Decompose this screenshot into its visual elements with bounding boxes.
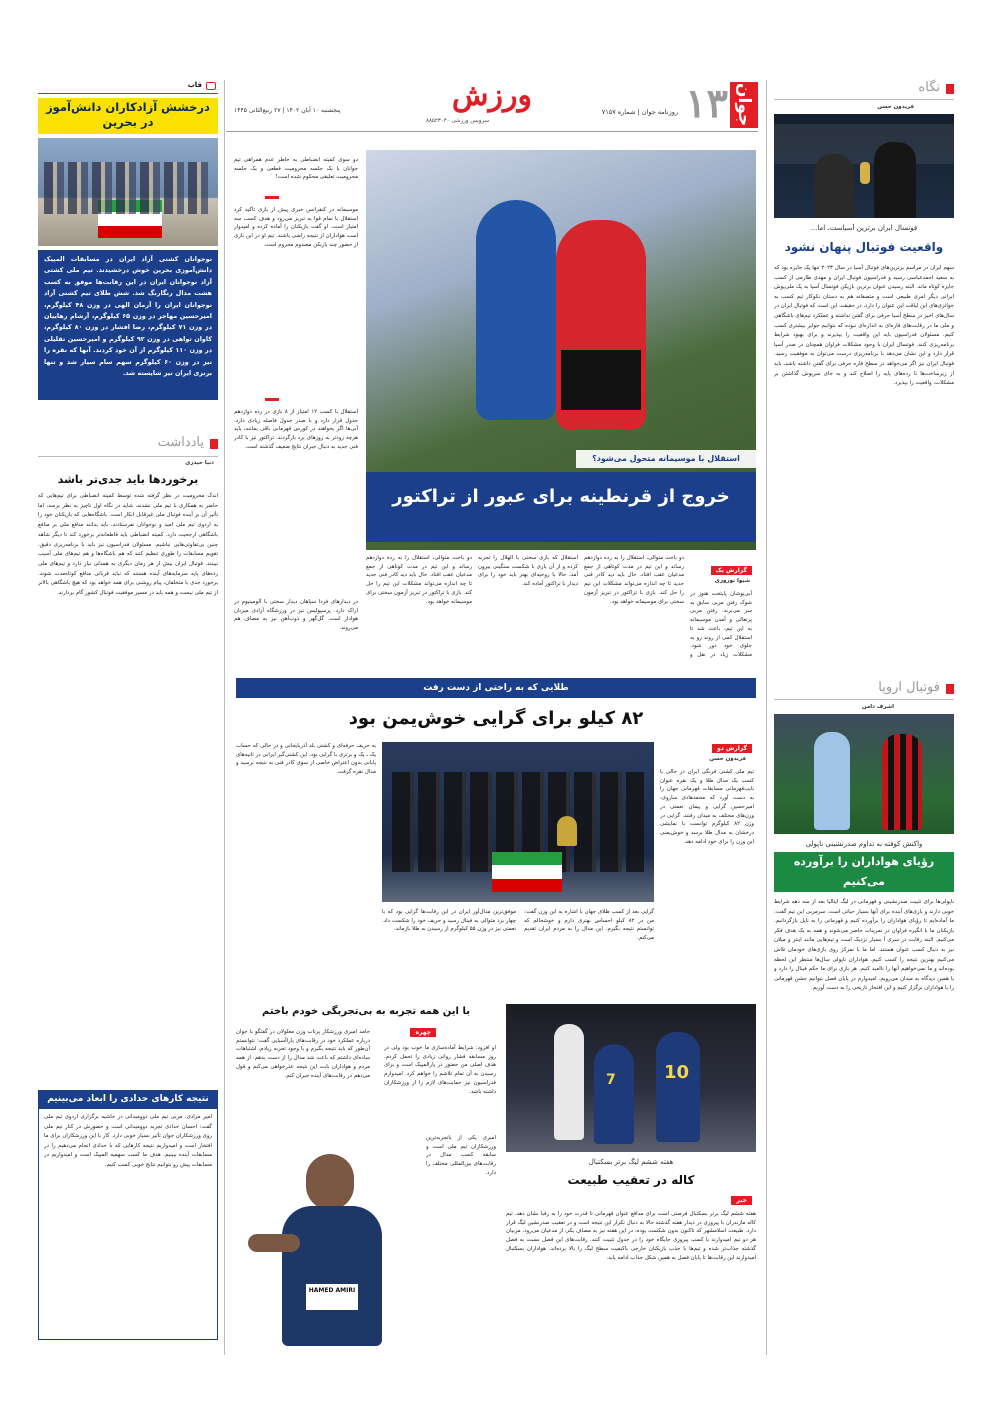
date-line: پنجشنبه ۱۰ آبان ۱۴۰۲ | ۲۷ ربیع‌الثانی ۱۴۴۵: [234, 107, 341, 114]
athlete-torso: [282, 1206, 382, 1346]
note-marker: [210, 439, 218, 449]
award-photo: [774, 114, 954, 218]
basketball-kicker: هفته ششم لیگ برتر بسکتبال: [588, 1158, 674, 1166]
kicker-strip: [576, 450, 756, 468]
player-a: [656, 1032, 700, 1142]
europe-body: ناپولی‌ها برای تثبیت صدرنشینی و قهرمانی در لیگ ایتالیا بعد از سه دهه شرایط خوبی دارند و بازی‌های آینده برای آنها بسیار حیاتی است. سرمربی این تیم گفت: ما آماده‌ایم تا رؤیای هواداران را برآورده کنیم و قهرمانی را به ناپل بازگردانیم. بازیکنان ما با انگیزه فراوان در تمرینات حاضر می‌شوند و همه به یک هدف فکر می‌کنیم. البته رقابت در سری آ بسیار نزدیک است و تیم‌هایی مانند اینتر و میلان نیز به دنبال کسب عنوان هستند. اما ما با تمرکز روی بازی‌های خودمان تلاش می‌کنیم بهترین نتیجه را کسب کنیم. هواداران ناپولی سال‌ها منتظر این لحظه بوده‌اند و ما نمی‌خواهیم آنها را ناامید کنیم. هر بازی برای ما حکم فینال را دارد و با همین دیدگاه به میدان می‌رویم. امیدوارم در پایان فصل بتوانیم جشن قهرمانی را با هواداران برگزار کنیم و این افتخار تاریخی را به دست آوریم.: [774, 899, 954, 992]
page-number: ۱۳: [685, 80, 728, 127]
view-body: سهم ایران در مراسم برترین‌های فوتبال آسیا در سال ۲۰۲۳ تنها یک جایزه بود که به سعید احمدعباسی رسید و فدراسیون فوتبال ایران و مهدی طارمی از کسب جایزه کوتاه ماند. البته رسیدن عنوان برترین بازیکن فوتسال آسیا به یک ملی‌پوش ایرانی دیگر امری طبیعی است و متصفانه هم به دستان نکوکار تیم کسب به جوائزی‌های این لیاقت این عنوان را دارد، در حقیقت این است که فوتبال ایران در سال‌های اخیر در سطح آسیا حرفی برای گفتن نداشته و عملکرد تیم‌های باشگاهی و ملی ما در رقابت‌های قاره‌ای به اندازه‌ای نبوده که بتوانیم جوایز بیشتری کسب کنیم. مسئولان فدراسیون باید این واقعیت را بپذیرند و برای بهبود شرایط برنامه‌ریزی کنند. فوتسال ایران با وجود مشکلات فراوان همچنان در صدر آسیا قرار دارد و این نشان می‌دهد با برنامه‌ریزی درست می‌توان به موفقیت رسید. فوتبال ایران نیز اگر می‌خواهد در سطح قاره حرفی برای گفتن داشته باشد، باید از زیرساخت‌ها تا رده‌های پایه را اصلاح کند و به جای سرپوش گذاشتن بر مشکلات، واقعیت را بپذیرد.: [774, 265, 954, 387]
note-header: [38, 435, 218, 457]
wrestling-col-d: به حریف حرفه‌ای و کشتی بلد آذربایجانی و در حالی که حساب یک ـ یک و برتری با گرایی بود، این کشتی‌گیر ایرانی در ثانیه‌های پایانی بدون اعتراض خاصی از سوی کادر فنی به نتیجه نرسید و مدال نقره گرفت.: [236, 743, 376, 776]
athlete-photo: [236, 1144, 422, 1364]
europe-author: اشرف دامن: [861, 704, 894, 710]
football-photo: [366, 150, 756, 550]
wrestling-col-a: تیم ملی کشتی فرنگی ایران در حالی با کسب یک مدال طلا و یک نقره عنوان نایب‌قهرمانی مسابقات قهرمانی جهان را به دست آورد که محمدهادی ساروی، امیرحسین گرایی و پیمان نعمتی در وزن‌های مختلف به میدان رفتند. گرایی در وزن ۸۲ کیلوگرم توانست با نمایشی درخشان به مدال طلا برسد و خوش‌یمنی این وزن را برای خود ادامه دهد.: [660, 769, 754, 845]
main-col-c: استقلال که بازی سختی با الهلال را تجربه کرده و از آن بازی با شکست سنگینی بیرون آمد، حالا با روحیه‌ای بهتر باید خود را برای دیدار با تراکتور آماده کند.: [478, 555, 578, 588]
view-headline: واقعیت فوتبال پنهان نشود: [784, 240, 944, 254]
main-story: [230, 150, 756, 662]
para-body-b: او افزود: شرایط آماده‌سازی ما خوب بود ولی در روز مسابقه فشار روانی زیادی را تحمل کردم. هدف اصلی من حضور در پارالمپیک است و برای رسیدن به آن تمام تلاشم را خواهم کرد. امیدوارم فدراسیون نیز حمایت‌های لازم را از ورزشکاران داشته باشد.: [384, 1045, 496, 1095]
europe-marker: [946, 684, 954, 694]
box-body: امیر مرادی، مربی تیم ملی دوومیدانی در حاشیه برگزاری اردوی تیم ملی گفت: احسان حدادی تجربه دوومیدانی است و حضورش در کنار تیم ملی روی ورزشکاران جوان تأثیر بسیار خوبی دارد. کار با این ورزشکاران برای ما افتخار است و امیدواریم نتیجه کارهایی که با حدادی انجام می‌دهیم را در مسابقات آینده ببینیم. هدف ما کسب سهمیه المپیک است و امیدواریم در مسابقات پیش رو بتوانیم نتایج خوبی کسب کنیم.: [44, 1114, 212, 1168]
paper-logo: جوان: [730, 82, 758, 128]
wrestling-team-photo: [382, 742, 654, 902]
para-story: [236, 1004, 496, 1364]
player-striped: [882, 734, 922, 830]
main-col-g: دو سوی کمیته انضباطی به خاطر عدم همراهی تیم جوانان با یک جلسه محرومیت قطعی و یک جلسه محرومیت تعلیقی محکوم شده است!: [234, 157, 358, 181]
view-author: فریدون حسن: [877, 104, 914, 110]
wrestling-story: [236, 678, 756, 990]
basketball-headline: کاله در تعقیب طبیعت: [567, 1173, 695, 1187]
basketball-body: هفته ششم لیگ برتر بسکتبال فرصتی است برای مدافع عنوان قهرمانی تا قدرت خود را به رقبا نشان دهد. تیم کاله مازندران با پیروزی در دیدار هفته گذشته حالا به دنبال تکرار این نتیجه است و در تعقیب صدرنشین لیگ قرار دارد. طبیعت اسلامشهر که تاکنون بدون شکست بوده، در این هفته نیز به مصاف یکی از مدعیان می‌رود. مربیان هر دو تیم امیدوارند با کسب پیروزی جایگاه خود را در جدول تثبیت کنند. رقابت‌های این فصل نسبت به فصل گذشته جذاب‌تر شده و تیم‌ها با جذب بازیکنان خارجی باکیفیت سطح لیگ را بالا برده‌اند. هواداران بسکتبال امیدوارند این رقابت‌ها تا پایان فصل به همین شکل جذاب ادامه یابد.: [506, 1211, 756, 1261]
para-body-a: حامد امیری ورزشکار پرتاب وزن معلولان در گفتگو با جوان درباره عملکرد خود در رقابت‌های پاراآسیایی گفت: نتوانستم آن‌طور که باید نتیجه بگیرم و با وجود تجربه زیادم، اشتباهات ساده‌ای داشتم که باعث شد مدال را از دست بدهم. از همه مردم و هواداران بابت این نتیجه عذرخواهی می‌کنم و قول می‌دهم در رقابت‌های آینده جبران کنم.: [236, 1029, 370, 1079]
para-body-c: امیری یکی از باتجربه‌ترین ورزشکاران تیم ملی است و سابقه کسب مدال در رقابت‌های بین‌المللی مختلف را دارد.: [426, 1135, 496, 1176]
reporter-name: شیوا نوروزی: [714, 578, 750, 584]
main-headline: خروج از قرنطینه برای عبور از تراکتور: [366, 472, 756, 542]
main-col-a: آبی‌پوشان پایتخت هنوز در شوک رفتن مربی سابق به سر می‌برند. رفتن مربی پرتغالی و آمدن موسیمانه به این تیم، باعث شد تا استقلال کمی از روند رو به جلوی خود دور شود. مشکلات زیاد در نقل و: [690, 591, 752, 658]
europe-headline-box: [774, 852, 954, 892]
kicker-row: [38, 80, 218, 94]
right-column: [774, 80, 954, 1355]
note-title: برخوردها باید جدی‌تر باشد: [57, 473, 199, 486]
main-col-b: دو باخت متوالی، استقلال را به رده دوازدهم رساند و این تیم در مدت کوتاهی از جمع مدعیان عقب افتاد. حال باید دید کادر فنی جدید تا چه اندازه می‌تواند مشکلات این تیم را حل کند. بازی با تراکتور در تبریز آزمون سختی برای موسیمانه خواهد بود.: [584, 555, 684, 605]
europe-photo: [774, 714, 954, 834]
wrestlers-photo: [38, 138, 218, 246]
man-left: [814, 154, 854, 218]
player-red-shorts: [561, 350, 641, 410]
player-b-number: 7: [606, 1072, 616, 1088]
box-body-wrap: [38, 1108, 218, 1340]
divider-right: [766, 80, 767, 1355]
wrestling-reporter: فریدون حسن: [709, 756, 746, 762]
camera-icon: [206, 82, 216, 90]
wrestling-tag-label: گزارش دو: [717, 745, 747, 752]
basketball-tag: [731, 1196, 752, 1205]
desk-line: سرویس ورزشی ۸۸۵۲۳۰۴۰: [426, 118, 490, 124]
col-g-end: [265, 196, 279, 199]
main-col-e: موسیمانه در کنفرانس خبری پیش از بازی تأکید کرد استقلال با تمام قوا به تبریز می‌رود و هدف کسب سه امتیاز است. او گفت بازیکنان را آماده کرده و امیدوار است هواداران از نتیجه راضی باشند. تیم او در این بازی از حضور چند بازیکن مصدوم محروم است.: [234, 207, 358, 248]
section-title: ورزش: [451, 78, 532, 113]
para-tag-label: چهره: [415, 1029, 431, 1036]
issue-line: روزنامه جوان | شماره ۷۱۵۷: [601, 108, 678, 116]
player-a-number: 10: [664, 1062, 690, 1083]
main-col-f: استقلال با کسب ۱۲ امتیاز از ۸ بازی در رده دوازدهم جدول قرار دارد و با صدر جدول فاصله زیادی دارد. آبی‌ها اگر بخواهند در کورس قهرمانی باقی بمانند، باید هرچه زودتر به روزهای برد بازگردند. تراکتور نیز با کادر فنی جدید به دنبال جبران نتایج ضعیف گذشته است.: [234, 409, 358, 450]
main-col-c2: دو باخت متوالی، استقلال را به رده دوازدهم رساند و این تیم در مدت کوتاهی از جمع مدعیان عقب افتاد. حال باید دید کادر فنی جدید تا چه اندازه می‌تواند مشکلات این تیم را حل کند. بازی با تراکتور در تبریز آزمون سختی برای موسیمانه خواهد بود.: [366, 555, 472, 605]
man-right: [874, 142, 916, 218]
europe-kicker: واکنش کوفته به تداوم صدرنشینی ناپولی: [805, 840, 923, 848]
view-header-label: نگاه: [918, 80, 940, 95]
wrestling-kicker: طلایی که به راحتی از دست رفت: [236, 678, 756, 698]
player-light: [814, 732, 850, 830]
europe-header: [774, 680, 954, 700]
wrestling-col-b: گرایی بعد از کسب طلای جهان با اشاره به این وزن گفت: من در ۸۲ کیلو احساس بهتری دارم و خوشحالم که توانستم نتیجه بگیرم. این مدال را به مردم ایران تقدیم می‌کنم.: [524, 909, 654, 942]
view-header: [774, 80, 954, 100]
view-kicker: فوتسال ایران برترین آسیاست، اما...: [810, 224, 918, 232]
basketball-tag-label: خبر: [736, 1197, 747, 1204]
col-e-end: [265, 398, 279, 401]
award-backdrop-text: [774, 124, 954, 164]
player-white: [554, 1024, 584, 1140]
masthead: [226, 80, 758, 132]
main-col-d: در دیدارهای فردا سپاهان دیدار سختی با آلومینیوم در اراک دارد. پرسپولیس نیز در ورزشگاه آزادی میزبان هوادار است. گل‌گهر و ذوب‌آهن نیز به مصاف هم می‌روند.: [234, 599, 358, 632]
main-kicker: استقلال با موسیمانه متحول می‌شود؟: [592, 454, 740, 463]
reporter-label: گزارش یک: [715, 567, 747, 574]
wrestling-headline: ۸۲ کیلو برای گرایی خوش‌یمن بود: [348, 708, 644, 729]
basketball-photo: [506, 1004, 756, 1152]
wrestling-tag: [712, 744, 752, 753]
iran-flag: [492, 852, 562, 892]
trophy-icon: [557, 816, 577, 846]
left-column: [38, 80, 218, 1355]
europe-header-label: فوتبال اروپا: [878, 680, 940, 695]
basketball-story: [506, 1004, 756, 1364]
wrestling-col-c: موفق‌ترین مدال‌آور ایران در این رقابت‌ها گرایی بود که با چهار برد متوالی به فینال رسید و حریف خود را شکست داد. نعمتی نیز در وزن ۵۵ کیلوگرم از رسیدن به طلا بازماند.: [382, 909, 516, 933]
kicker-label: قاب: [187, 81, 202, 89]
athlete-bib: HAMED AMIRI: [306, 1284, 358, 1310]
trophy-award-icon: [860, 162, 870, 184]
player-b: [594, 1044, 634, 1144]
athlete-head: [306, 1154, 354, 1210]
frame-body: نوجوانان کشتی آزاد ایران در مسابقات المپیک دانش‌آموزی بحرین خوش درخشیدند. تیم ملی کشتی آزاد نوجوانان ایران در این رقابت‌ها موفق به کسب هشت مدال رنگارنگ شد. شش طلای تیم کشتی آزاد نوجوانان ایران را آرمان الهی در وزن ۴۸ کیلوگرم، امیرحسین مهاجر در وزن ۶۵ کیلوگرم، آرشام رهاییان در وزن ۷۱ کیلوگرم، رضا افشار در وزن ۸۰ کیلوگرم، کاوان تواهی در وزن ۹۲ کیلوگرم و امیرحسین تقلیلی در وزن ۱۱۰ کیلوگرم از آن خود کردند. آنها که نقره را نیز در وزن ۶۰ کیلوگرم سهم سام سیار شد و تنها برنزی ایران تیز شایسته شد.: [44, 255, 212, 378]
para-tag: [410, 1028, 436, 1037]
reporter-tag: [711, 566, 753, 575]
athlete-arm: [248, 1234, 300, 1252]
note-body: اندک محرومیت در نظر گرفته شده توسط کمیته انضباطی برای تیم‌هایی که حاضر به همکاری با تیم ملی نشدند، شاید در نگاه اول ناچیز به نظر برسد، اما تأثیر آن بر آینده فوتبال ملی غیرقابل انکار است. باشگاه‌هایی که بازیکنان خود را به اردوی تیم ملی امید و نوجوانان نفرستادند، باید بدانند منافع ملی بر منافع باشگاهی ارجحیت دارد. کمیته انضباطی باید قاطعانه‌تر برخورد کند تا دیگر شاهد چنین بی‌تفاوتی‌هایی نباشیم. مسئولان فدراسیون نیز باید با برنامه‌ریزی دقیق، تقویم مسابقات را طوری تنظیم کنند که هم باشگاه‌ها و هم تیم‌های ملی آسیب نبینند. فوتبال ایران بیش از هر زمان دیگری به همدلی نیاز دارد و تیم‌های ملی رده‌های پایه سرمایه‌های آینده هستند که نباید قربانی منافع کوتاه‌مدت شوند. برخورد جدی با متخلفان، پیام روشنی برای همه خواهد بود که هیچ باشگاهی بالاتر از تیم ملی نیست و همه باید در مسیر موفقیت فوتبال کشور گام بردارند.: [38, 493, 218, 597]
view-marker: [946, 84, 954, 94]
divider-left: [224, 80, 225, 1355]
box-title: نتیجه کارهای حدادی را ابعاد می‌بینیم: [38, 1090, 218, 1108]
note-author: دنیا حیدری: [185, 460, 214, 466]
note-header-label: یادداشت: [157, 435, 204, 450]
frame-title: درخشش آزادکاران دانش‌آموز در بحرین: [38, 98, 218, 134]
para-headline: با این همه تجربه به بی‌تجربگی خودم باختم: [262, 1006, 470, 1017]
team-silhouettes: [44, 162, 212, 214]
europe-headline: رؤیای هواداران را برآورده می‌کنیم: [774, 852, 954, 892]
player-blue: [476, 200, 556, 420]
frame-body-box: [38, 250, 218, 400]
